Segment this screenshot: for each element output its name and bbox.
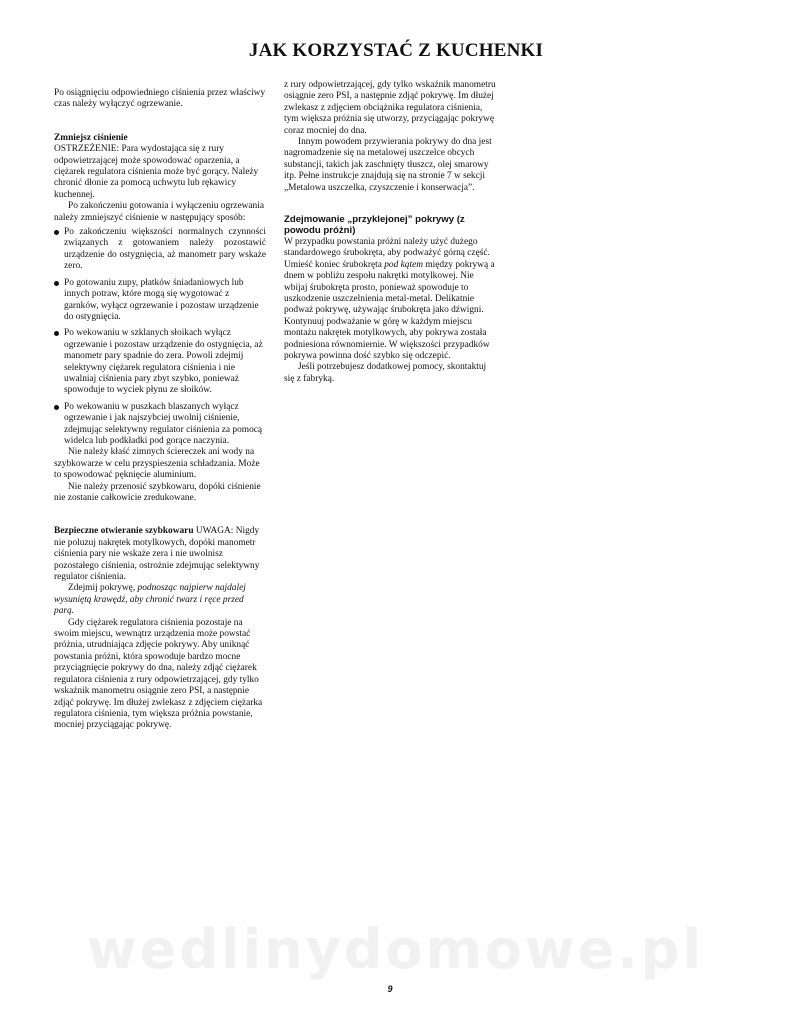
page-title: JAK KORZYSTAĆ Z KUCHENKI bbox=[248, 40, 544, 61]
safe-open-paragraph bbox=[54, 526, 266, 583]
safe-open-heading: Bezpieczne otwieranie szybkowaru bbox=[54, 526, 194, 537]
help-paragraph: Jeśli potrzebujesz dodatkowej pomocy, skontaktuj się z fabryką. bbox=[284, 362, 487, 384]
vacuum-paragraph: Gdy ciężarek regulatora ciśnienia pozostaje na swoim miejscu, wewnątrz urządzenia może powstać próżnia, utrudniająca zdjęcie pokrywy. Aby uniknąć powstania próżni, która spowoduje bardzo mocne przyciągnięcie pokrywy do dna, należy zdjąć ciężarek regulatora ciśnienia z rury odpowietrzającej, gdy tylko wskaźnik manometru osiągnie zero PSI, a następnie zdjąć pokrywę. Im dłużej zwlekasz z zdjęciem ciężarka regulatora ciśnienia, tym większa próżnia powstanie, mocniej przyciągając pokrywę. bbox=[54, 617, 263, 731]
stuck-lid-heading: Zdejmowanie „przyklejonej” pokrywy (z powodu próżni) bbox=[284, 214, 465, 237]
other-cause-paragraph: Innym powodem przywierania pokrywy do dna jest nagromadzenie się na metalowej uszczelce obcych substancji, takich jak zaschnięty tłuszcz, olej smarowy itp. Pełne instrukcje znajdują się na stronie 7 w sekcji „Metalowa uszczelka, czyszczenie i konserwacja”. bbox=[284, 137, 492, 193]
no-move-paragraph: Nie należy przenosić szybkowaru, dopóki ciśnienie nie zostanie całkowicie zredukowane. bbox=[54, 481, 261, 503]
stuck-lid-text-b: między pokrywą a dnem w pobliżu zespołu nakrętki motylkowej. Nie wbijaj śrubokręta prosto, ponieważ spowoduje to uszkodzenie uszczelnienia metal-metal. Delikatnie podważ pokrywę, używając śrubokręta jako dźwigni. Kontynuuj podważanie w górę w każdym miejscu montażu nakrętek motylkowych, aby pokrywa została podniesiona równomiernie. W większości przypadków pokrywa powinna dość szybko się odczepić. bbox=[284, 259, 495, 361]
left-column bbox=[54, 88, 266, 732]
pressure-steps-list bbox=[54, 227, 266, 447]
remove-lid-text: Zdejmij pokrywę, bbox=[68, 583, 136, 594]
stuck-lid-italic: pod kątem bbox=[384, 259, 424, 270]
no-wet-towels-paragraph: Nie należy kłaść zimnych ściereczek ani wody na szybkowarze w celu przyspieszenia schładzania. Może to spowodować pęknięcie aluminium. bbox=[54, 447, 260, 481]
list-item: Po wekowaniu w szklanych słoikach wyłącz ogrzewanie i pozostaw urządzenie do ostygnięcia, aż manometr pary spadnie do zera. Powoli zdejmij selektywny ciężarek regulatora ciśnienia i nie uwalniaj ciśnienia pary zbyt szybko, ponieważ spowoduje to wyciek płynu ze słoików. bbox=[54, 328, 266, 396]
page-number: 9 bbox=[387, 984, 393, 994]
safe-open-attention: UWAGA: Nigdy nie poluzuj nakrętek motylkowych, dopóki manometr ciśnienia pary nie wskaże zera i nie uwolnisz pozostałego ciśnienia, ostrożnie zdejmując selektywny regulator ciśnienia. bbox=[54, 526, 260, 583]
intro-paragraph: Po osiągnięciu odpowiedniego ciśnienia przez właściwy czas należy wyłączyć ogrzewanie. bbox=[54, 88, 266, 110]
list-item: Po wekowaniu w puszkach blaszanych wyłącz ogrzewanie i jak najszybciej uwolnij ciśnienie, zdejmując selektywny regulator ciśnienia za pomocą widelca lub podkładki pod gorące naczynia. bbox=[54, 402, 266, 448]
remove-lid-paragraph bbox=[54, 583, 266, 617]
list-item: Po zakończeniu większości normalnych czynności związanych z gotowaniem należy pozostawić urządzenie do ostygnięcia, aż manometr pary wskaże zero. bbox=[54, 227, 266, 273]
continued-paragraph: z rury odpowietrzającej, gdy tylko wskaźnik manometru osiągnie zero PSI, a następnie zdjąć pokrywę. Im dłużej zwlekasz z zdjęciem obciążnika regulatora ciśnienia, tym większa próżnia się utworzy, przyciągając pokrywę coraz mocniej do dna. bbox=[284, 80, 496, 136]
after-cooking-paragraph: Po zakończeniu gotowania i wyłączeniu ogrzewania należy zmniejszyć ciśnienie w następujący sposób: bbox=[54, 201, 265, 223]
warning-paragraph: OSTRZEŻENIE: Para wydostająca się z rury odpowietrzającej może spowodować oparzenia, a ciężarek regulatora ciśnienia może być gorący. Należy chronić dłonie za pomocą uchwytu lub rękawicy kuchennej. bbox=[54, 144, 259, 200]
stuck-lid-text-a: W przypadku powstania próżni należy użyć dużego standardowego śrubokręta, aby podważyć górną część. Umieść koniec śrubokręta bbox=[284, 236, 490, 270]
watermark: wedlinydomowe.pl bbox=[86, 918, 705, 981]
stuck-lid-paragraph bbox=[284, 237, 496, 362]
reduce-pressure-heading: Zmniejsz ciśnienie bbox=[54, 132, 128, 143]
right-column bbox=[284, 80, 496, 385]
remove-lid-italic: podnosząc najpierw najdalej wysuniętą krawędź, aby chronić twarz i ręce przed parą. bbox=[54, 583, 246, 617]
list-item: Po gotowaniu zupy, płatków śniadaniowych lub innych potraw, które mogą się wygotować z garnków, wyłącz ogrzewanie i pozostaw urządzenie do ostygnięcia. bbox=[54, 278, 266, 324]
